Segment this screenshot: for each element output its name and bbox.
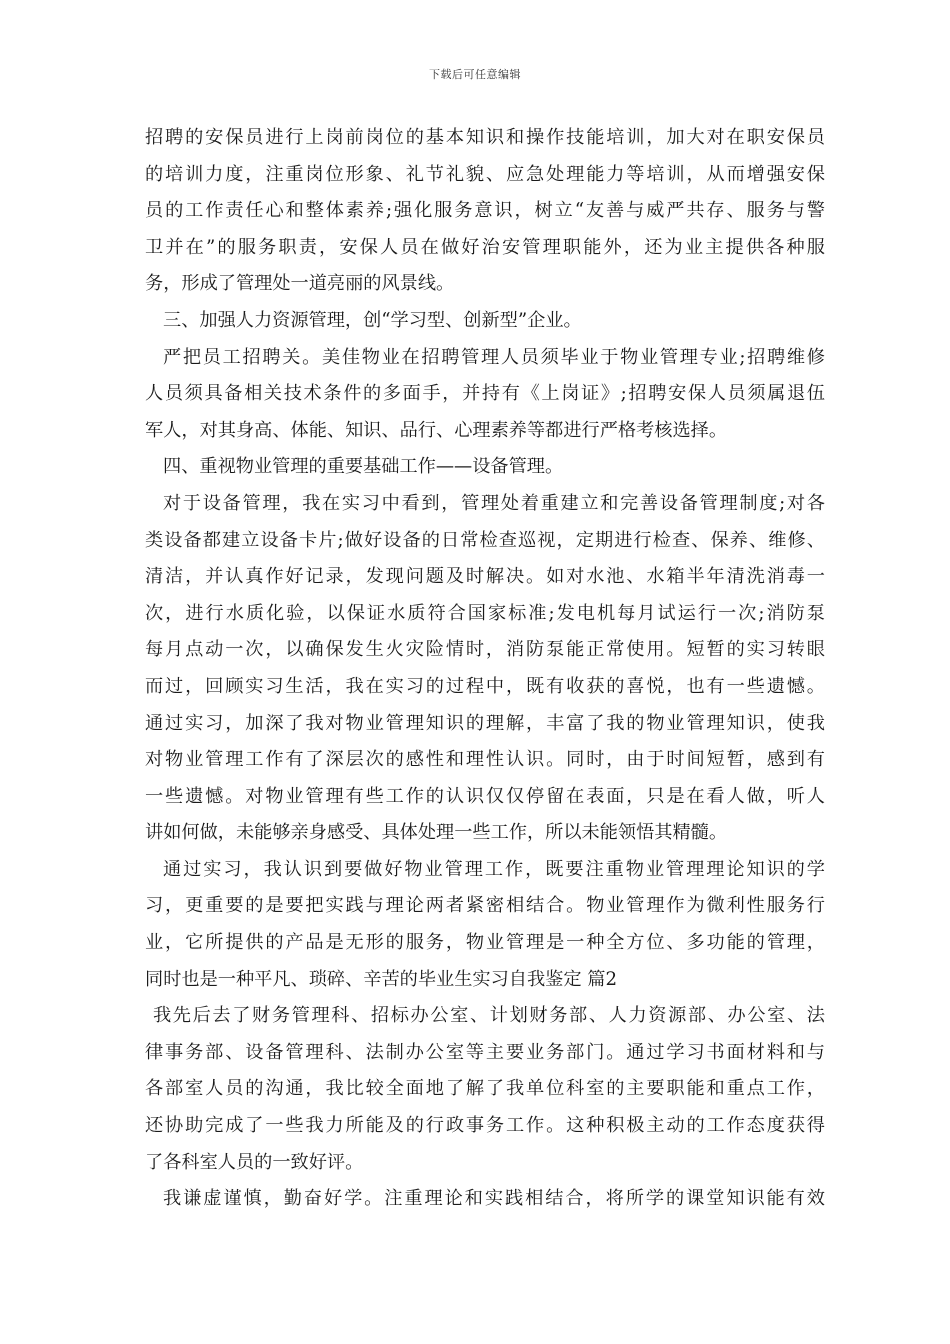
- text-line: 律事务部、设备管理科、法制办公室等主要业务部门。通过学习书面材料和与: [145, 1041, 825, 1063]
- text-line: 还协助完成了一些我力所能及的行政事务工作。这种积极主动的工作态度获得: [145, 1115, 825, 1137]
- text-line: 务，形成了管理处一道亮丽的风景线。: [145, 273, 455, 295]
- page-header: 下载后可任意编辑: [429, 68, 521, 81]
- text-line: 同时也是一种平凡、琐碎、辛苦的毕业生实习自我鉴定 篇2: [145, 968, 618, 990]
- text-line: 我谦虚谨慎，勤奋好学。注重理论和实践相结合，将所学的课堂知识能有效: [163, 1188, 825, 1210]
- text-line: 业，它所提供的产品是无形的服务，物业管理是一种全方位、多功能的管理，: [145, 932, 825, 954]
- text-line: 对物业管理工作有了深层次的感性和理性认识。同时，由于时间短暂，感到有: [145, 749, 825, 771]
- text-line: 三、加强人力资源管理，创“学习型、创新型”企业。: [163, 309, 582, 331]
- text-line: 类设备都建立设备卡片;做好设备的日常检查巡视，定期进行检查、保养、维修、: [145, 529, 825, 551]
- text-line: 各部室人员的沟通，我比较全面地了解了我单位科室的主要职能和重点工作，: [145, 1078, 825, 1100]
- text-line: 军人，对其身高、体能、知识、品行、心理素养等都进行严格考核选择。: [145, 419, 728, 441]
- text-line: 了各科室人员的一致好评。: [145, 1151, 364, 1173]
- text-line: 四、重视物业管理的重要基础工作——设备管理。: [163, 456, 564, 478]
- text-line: 通过实习，我认识到要做好物业管理工作，既要注重物业管理理论知识的学: [163, 858, 825, 880]
- text-line: 次，进行水质化验，以保证水质符合国家标准;发电机每月试运行一次;消防泵: [145, 602, 825, 624]
- text-line: 每月点动一次，以确保发生火灾险情时，消防泵能正常使用。短暂的实习转眼: [145, 639, 825, 661]
- text-line: 的培训力度，注重岗位形象、礼节礼貌、应急处理能力等培训，从而增强安保: [145, 163, 825, 185]
- text-line: 一些遗憾。对物业管理有些工作的认识仅仅停留在表面，只是在看人做，听人: [145, 785, 825, 807]
- text-line: 习，更重要的是要把实践与理论两者紧密相结合。物业管理作为微利性服务行: [145, 895, 825, 917]
- text-line: 通过实习，加深了我对物业管理知识的理解，丰富了我的物业管理知识，使我: [145, 712, 825, 734]
- text-line: 员的工作责任心和整体素养;强化服务意识，树立“友善与威严共存、服务与警: [145, 200, 825, 222]
- text-line: 讲如何做，未能够亲身感受、具体处理一些工作，所以未能领悟其精髓。: [145, 822, 728, 844]
- text-line: 我先后去了财务管理科、招标办公室、计划财务部、人力资源部、办公室、法: [153, 1005, 825, 1027]
- text-line: 招聘的安保员进行上岗前岗位的基本知识和操作技能培训，加大对在职安保员: [145, 127, 825, 148]
- text-line: 卫并在”的服务职责，安保人员在做好治安管理职能外，还为业主提供各种服: [145, 236, 825, 258]
- text-line: 严把员工招聘关。美佳物业在招聘管理人员须毕业于物业管理专业;招聘维修: [163, 346, 825, 368]
- text-line: 人员须具备相关技术条件的多面手，并持有《上岗证》;招聘安保人员须属退伍: [145, 383, 825, 405]
- text-line: 而过，回顾实习生活，我在实习的过程中，既有收获的喜悦，也有一些遗憾。: [145, 675, 825, 697]
- text-line: 对于设备管理，我在实习中看到，管理处着重建立和完善设备管理制度;对各: [163, 492, 825, 514]
- text-line: 清洁，并认真作好记录，发现问题及时解决。如对水池、水箱半年清洗消毒一: [145, 566, 825, 588]
- document-body: [145, 120, 825, 1218]
